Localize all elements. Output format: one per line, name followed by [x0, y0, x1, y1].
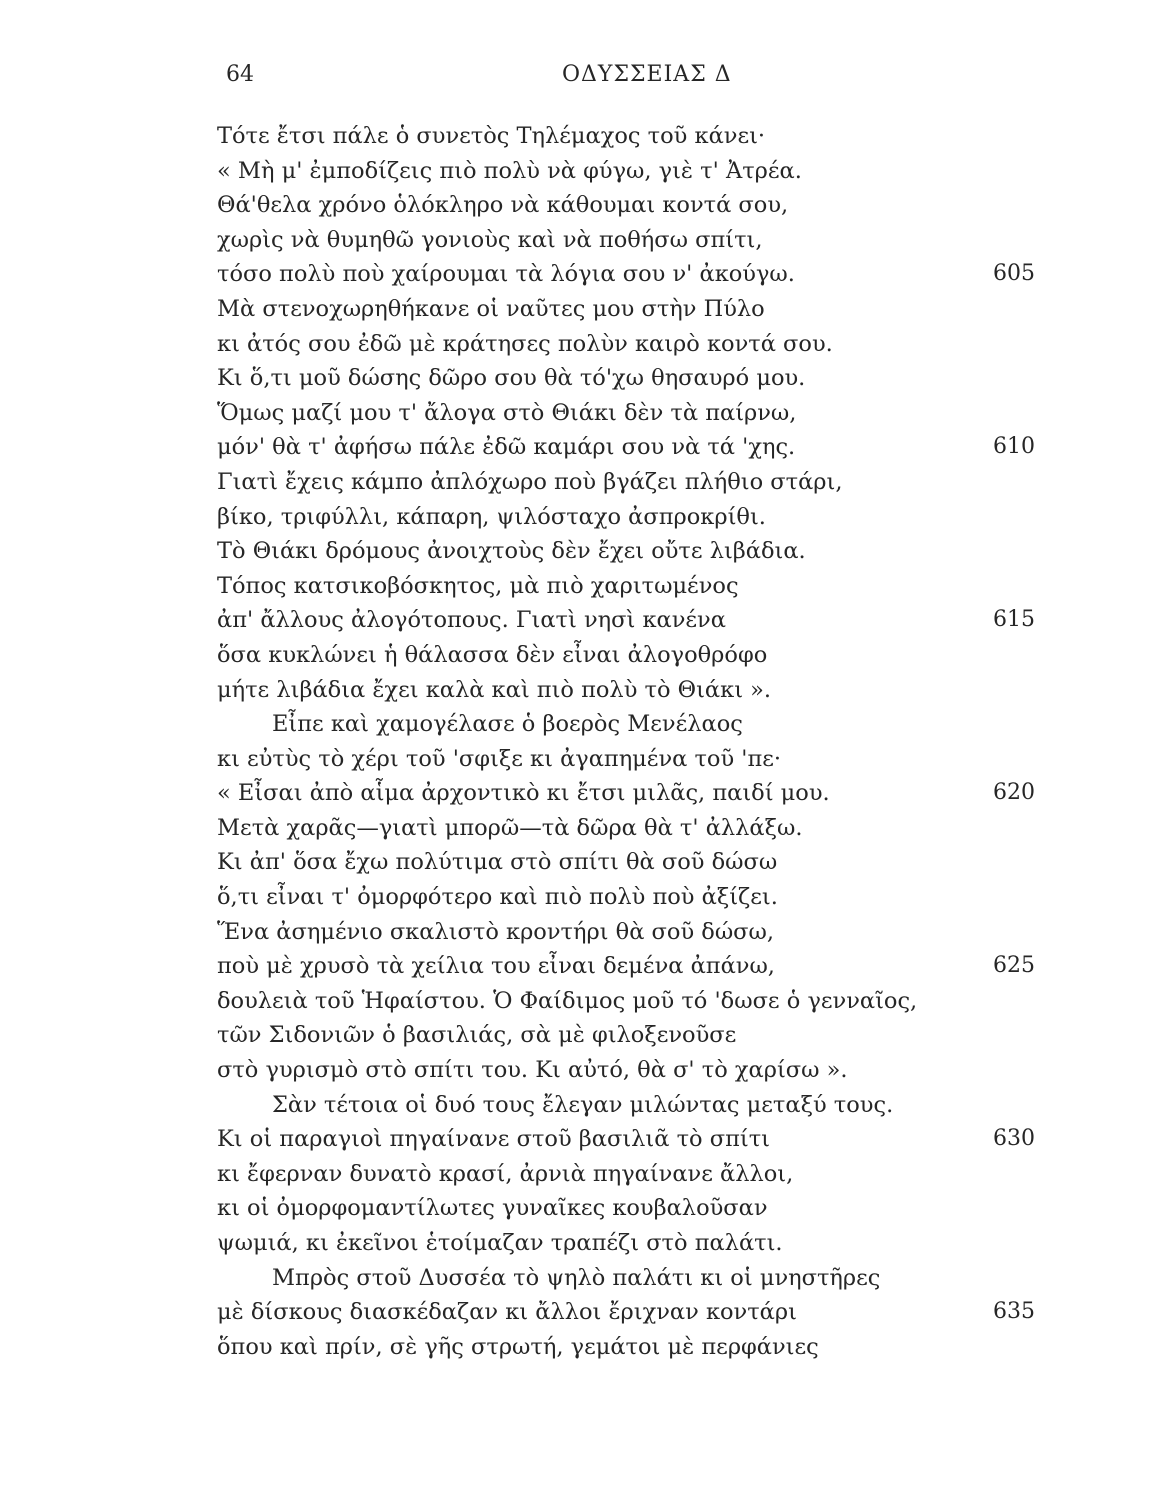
verse-line: [0, 1226, 1172, 1261]
verse-text: Μὰ στενοχωρηθήκανε οἱ ναῦτες μου στὴν Πύλο: [217, 295, 765, 322]
verse-text: Ἕνα ἀσημένιο σκαλιστὸ κροντήρι θὰ σοῦ δώσω,: [217, 918, 775, 945]
verse-text: Κι ὅ,τι μοῦ δώσης δῶρο σου θὰ τό'χω θησαυρό μου.: [217, 365, 806, 392]
verse-line: [0, 154, 1172, 189]
verse-text: βίκο, τριφύλλι, κάπαρη, ψιλόσταχο ἀσπροκρίθι.: [217, 503, 766, 530]
verse-line: [0, 673, 1172, 708]
verse-text: ὅ,τι εἶναι τ' ὀμορφότερο καὶ πιὸ πολὺ ποὺ ἀξίζει.: [217, 884, 778, 911]
verse-line: [0, 1122, 1172, 1157]
verse-line: [0, 949, 1172, 984]
verse-text: στὸ γυρισμὸ στὸ σπίτι του. Κι αὐτό, θὰ σ' τὸ χαρίσω ».: [217, 1057, 848, 1084]
verse-text: χωρὶς νὰ θυμηθῶ γονιοὺς καὶ νὰ ποθήσω σπίτι,: [217, 226, 763, 253]
verse-text: Κι οἱ παραγιοὶ πηγαίνανε στοῦ βασιλιᾶ τὸ σπίτι: [217, 1126, 770, 1153]
verse-line: [0, 1295, 1172, 1330]
line-number: 615: [993, 607, 1035, 633]
verse-text: Ὅμως μαζί μου τ' ἄλογα στὸ Θιάκι δὲν τὰ παίρνω,: [217, 399, 797, 426]
line-number: 620: [993, 780, 1035, 806]
line-number: 635: [993, 1299, 1035, 1325]
verse-line: [0, 257, 1172, 292]
verse-text: Γιατὶ ἔχεις κάμπο ἀπλόχωρο ποὺ βγάζει πλήθιο στάρι,: [217, 468, 843, 495]
verse-text: Τόπος κατσικοβόσκητος, μὰ πιὸ χαριτωμένος: [217, 572, 739, 599]
verse-line: [0, 119, 1172, 154]
verse-text: ψωμιά, κι ἐκεῖνοι ἑτοίμαζαν τραπέζι στὸ παλάτι.: [217, 1230, 783, 1256]
verse-line: [0, 707, 1172, 742]
verse-text: κι ἀτός σου ἐδῶ μὲ κράτησες πολὺν καιρὸ κοντά σου.: [217, 330, 833, 357]
line-number: 625: [993, 953, 1035, 979]
verse-text: Τὸ Θιάκι δρόμους ἀνοιχτοὺς δὲν ἔχει οὔτε λιβάδια.: [217, 538, 806, 565]
verse-text: Κι ἀπ' ὅσα ἔχω πολύτιμα στὸ σπίτι θὰ σοῦ δώσω: [217, 849, 778, 876]
verse-line: [0, 1330, 1172, 1365]
line-number: 630: [993, 1126, 1035, 1152]
verse-line: [0, 984, 1172, 1019]
verse-line: [0, 603, 1172, 638]
line-number: 610: [993, 434, 1035, 460]
verse-line: [0, 223, 1172, 258]
verse-line: [0, 742, 1172, 777]
verse-text: κι οἱ ὀμορφομαντίλωτες γυναῖκες κουβαλοῦσαν: [217, 1195, 768, 1222]
verse-text: μὲ δίσκους διασκέδαζαν κι ἄλλοι ἔριχναν κοντάρι: [217, 1299, 797, 1326]
verse-text: Θά'θελα χρόνο ὁλόκληρο νὰ κάθουμαι κοντά σου,: [217, 192, 789, 219]
verse-line: [0, 396, 1172, 431]
verse-text: ὅπου καὶ πρίν, σὲ γῆς στρωτή, γεμάτοι μὲ περφάνιες: [217, 1333, 819, 1360]
verse-line: [0, 776, 1172, 811]
verse-line: [0, 188, 1172, 223]
verse-line: [0, 430, 1172, 465]
verse-line: [0, 1053, 1172, 1088]
verse-text: Μπρὸς στοῦ Δυσσέα τὸ ψηλὸ παλάτι κι οἱ μνηστῆρες: [272, 1264, 881, 1291]
verse-text: Σὰν τέτοια οἱ δυό τους ἔλεγαν μιλώντας μεταξύ τους.: [272, 1091, 894, 1118]
verse-text: « Μὴ μ' ἐμποδίζεις πιὸ πολὺ νὰ φύγω, γιὲ τ' Ἀτρέα.: [217, 157, 802, 184]
verse-line: [0, 1191, 1172, 1226]
verse-line: [0, 880, 1172, 915]
verse-line: [0, 500, 1172, 535]
page-number: 64: [226, 62, 254, 87]
verse-line: [0, 1018, 1172, 1053]
line-number: 605: [993, 261, 1035, 287]
poem-body: [0, 119, 1172, 1364]
verse-line: [0, 569, 1172, 604]
verse-text: δουλειὰ τοῦ Ἡφαίστου. Ὁ Φαίδιμος μοῦ τό 'δωσε ὁ γενναῖος,: [217, 987, 918, 1014]
verse-line: [0, 292, 1172, 327]
verse-text: μήτε λιβάδια ἔχει καλὰ καὶ πιὸ πολὺ τὸ Θιάκι ».: [217, 676, 772, 703]
verse-text: « Εἶσαι ἀπὸ αἷμα ἀρχοντικὸ κι ἔτσι μιλᾶς, παιδί μου.: [217, 780, 830, 807]
verse-text: ὅσα κυκλώνει ἡ θάλασσα δὲν εἶναι ἀλογοθρόφο: [217, 641, 768, 668]
verse-line: [0, 361, 1172, 396]
verse-line: [0, 811, 1172, 846]
verse-line: [0, 1088, 1172, 1123]
verse-text: μόν' θὰ τ' ἀφήσω πάλε ἐδῶ καμάρι σου νὰ τά 'χης.: [217, 434, 796, 461]
verse-line: [0, 327, 1172, 362]
verse-line: [0, 915, 1172, 950]
verse-text: Μετὰ χαρᾶς—γιατὶ μπορῶ—τὰ δῶρα θὰ τ' ἀλλάξω.: [217, 814, 803, 841]
verse-text: τῶν Σιδονιῶν ὁ βασιλιάς, σὰ μὲ φιλοξενοῦσε: [217, 1022, 737, 1049]
verse-text: τόσο πολὺ ποὺ χαίρουμαι τὰ λόγια σου ν' ἀκούγω.: [217, 261, 795, 288]
verse-text: ἀπ' ἄλλους ἀλογότοπους. Γιατὶ νησὶ κανένα: [217, 607, 726, 634]
running-head: ΟΔΥΣΣΕΙΑΣ Δ: [562, 62, 732, 87]
verse-text: κι ἔφερναν δυνατὸ κρασί, ἀρνιὰ πηγαίνανε ἄλλοι,: [217, 1160, 794, 1187]
verse-line: [0, 845, 1172, 880]
verse-line: [0, 638, 1172, 673]
verse-text: ποὺ μὲ χρυσὸ τὰ χείλια του εἶναι δεμένα ἀπάνω,: [217, 953, 775, 980]
verse-line: [0, 534, 1172, 569]
verse-line: [0, 1261, 1172, 1296]
verse-line: [0, 465, 1172, 500]
verse-line: [0, 1157, 1172, 1192]
verse-text: Εἶπε καὶ χαμογέλασε ὁ βοερὸς Μενέλαος: [272, 711, 743, 738]
verse-text: κι εὐτὺς τὸ χέρι τοῦ 'σφιξε κι ἀγαπημένα τοῦ 'πε·: [217, 745, 782, 772]
verse-text: Τότε ἔτσι πάλε ὁ συνετὸς Τηλέμαχος τοῦ κάνει·: [217, 123, 766, 149]
